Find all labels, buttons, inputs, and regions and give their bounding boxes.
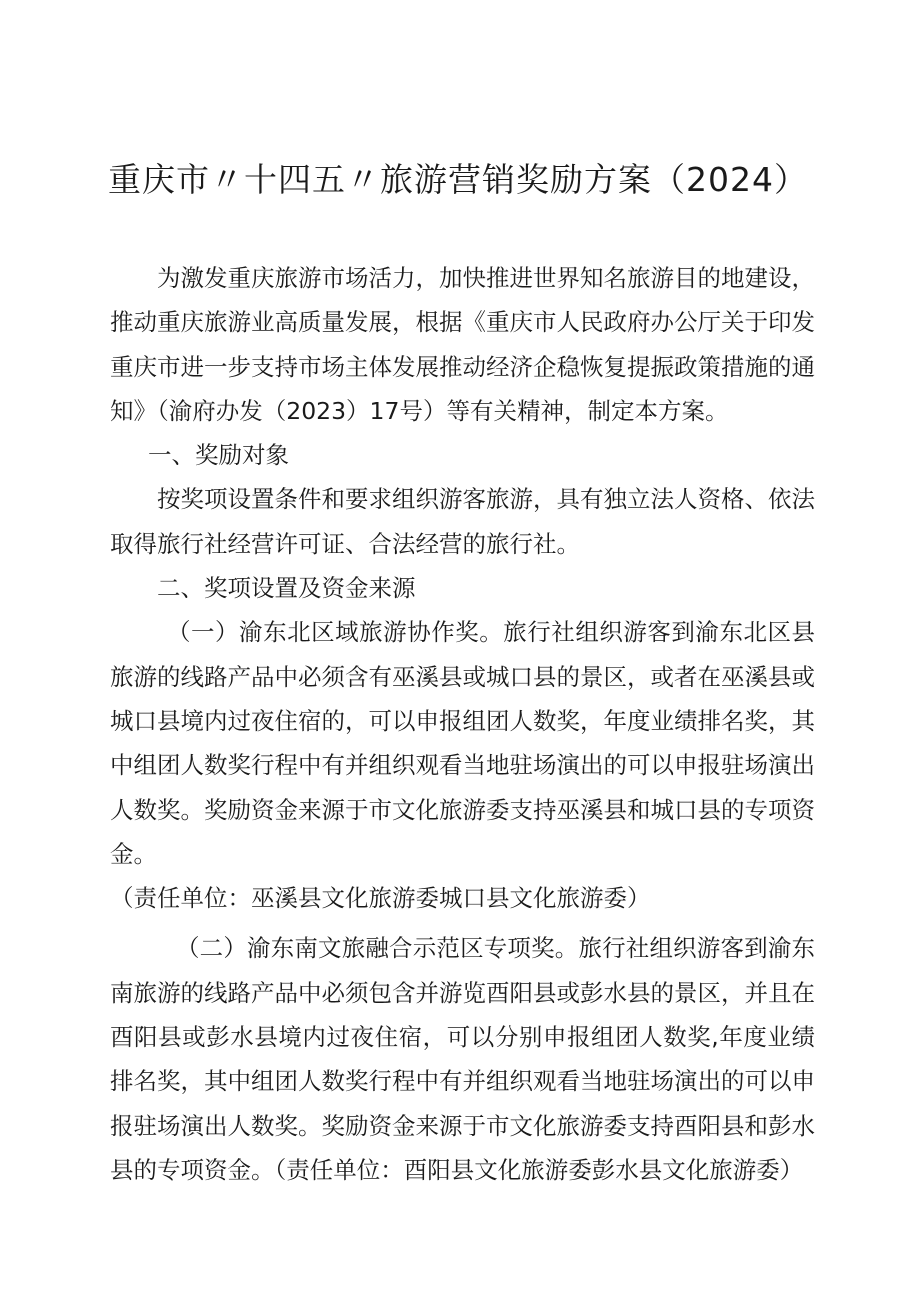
item1-paragraph: （一）渝东北区域旅游协作奖。旅行社组织游客到渝东北区县旅游的线路产品中必须含有巫溪县或城口县的景区，或者在巫溪县或城口县境内过夜住宿的，可以申报组团人数奖，年度业绩排名奖，其中组团人数奖行程中有并组织观看当地驻场演出的可以申报驻场演出人数奖。奖励资金来源于市文化旅游委支持巫溪县和城口县的专项资金。: [110, 618, 815, 868]
item2-paragraph: （二）渝东南文旅融合示范区专项奖。旅行社组织游客到渝东南旅游的线路产品中必须包含并游览酉阳县或彭水县的景区，并且在酉阳县或彭水县境内过夜住宿，可以分别申报组团人数奖,年度业绩排名奖，其中组团人数奖行程中有并组织观看当地驻场演出的可以申报驻场演出人数奖。奖励资金来源于市文化旅游委支持酉阳县和彭水县的专项资金。（责任单位：酉阳县文化旅游委彭水县文化旅游委）: [110, 934, 815, 1184]
intro-paragraph: 为激发重庆旅游市场活力，加快推进世界知名旅游目的地建设，推动重庆旅游业高质量发展，根据《重庆市人民政府办公厅关于印发重庆市进一步支持市场主体发展推动经济企稳恢复提振政策措施的通知》（渝府办发（2023）17号）等有关精神，制定本方案。: [110, 264, 815, 425]
section2-heading: 二、奖项设置及资金来源: [157, 574, 416, 603]
document-title: 重庆市〃十四五〃旅游营销奖励方案（2024）: [108, 160, 808, 199]
section1-heading: 一、奖励对象: [148, 441, 289, 470]
item1-responsible: （责任单位：巫溪县文化旅游委城口县文化旅游委）: [110, 884, 651, 913]
section1-paragraph: 按奖项设置条件和要求组织游客旅游，具有独立法人资格、依法取得旅行社经营许可证、合法经营的旅行社。: [110, 485, 815, 558]
document-body: [110, 256, 815, 1192]
